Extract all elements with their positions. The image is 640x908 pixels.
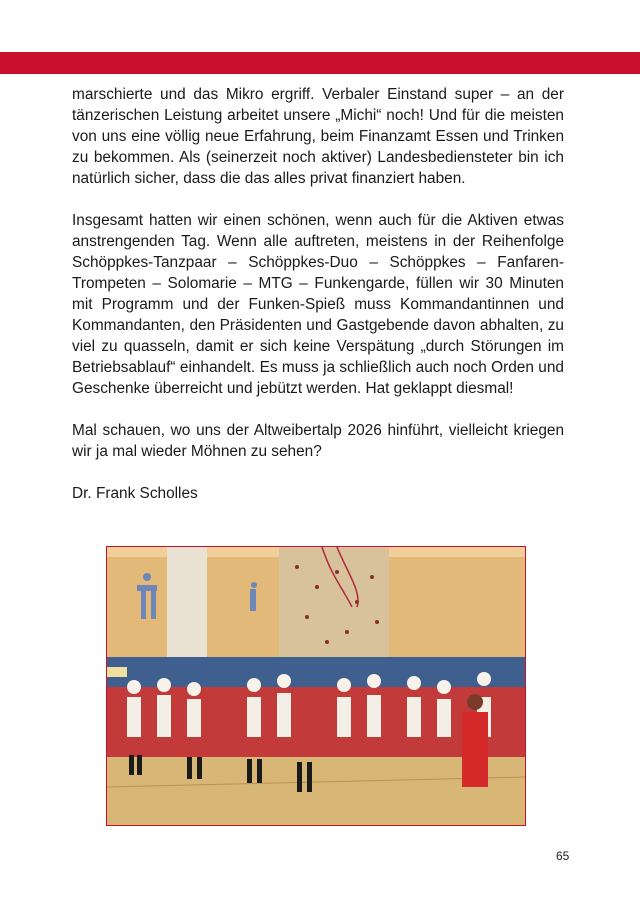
page-number: 65 <box>556 849 570 863</box>
author-signature: Dr. Frank Scholles <box>72 485 198 502</box>
paragraph-3: Mal schauen, wo uns der Altweibertalp 2026 hinführt, vielleicht kriegen wir ja mal wieder Möhnen zu sehen? <box>72 422 564 460</box>
carnival-photo <box>106 546 526 826</box>
paragraph-2: Insgesamt hatten wir einen schönen, wenn auch für die Aktiven etwas anstrengenden Tag. Wenn alle auftreten, meistens in der Reihenfolge Schöppkes-Tanzpaar – Schöppkes-Duo – Schöppkes – Fanfaren-Trompeten – Solomarie – MTG – Funkengarde, füllen wir 30 Minuten mit Programm und der Funken-Spieß muss Kommandantinnen und Kommandanten, den Präsidenten und Gastgebende davon abhalten, zu viel zu quasseln, damit er sich keine Verspätung „durch Störungen im Betriebsablauf“ einhandelt. Es muss ja schließlich auch noch Orden und Geschenke überreicht und jebützt werden. Hat geklappt diesmal! <box>72 212 564 397</box>
header-band <box>0 52 640 74</box>
article-body <box>72 84 564 525</box>
photo-illustration <box>107 547 526 826</box>
paragraph-1: marschierte und das Mikro ergriff. Verbaler Einstand super – an der tänzerischen Leistung arbeitet unsere „Michi“ noch! Und für die meisten von uns eine völlig neue Erfahrung, beim Finanzamt Essen und Trinken zu bekommen. Als (seinerzeit noch aktiver) Landesbediensteter bin ich natürlich sicher, dass die das alles privat finanziert haben. <box>72 86 564 187</box>
